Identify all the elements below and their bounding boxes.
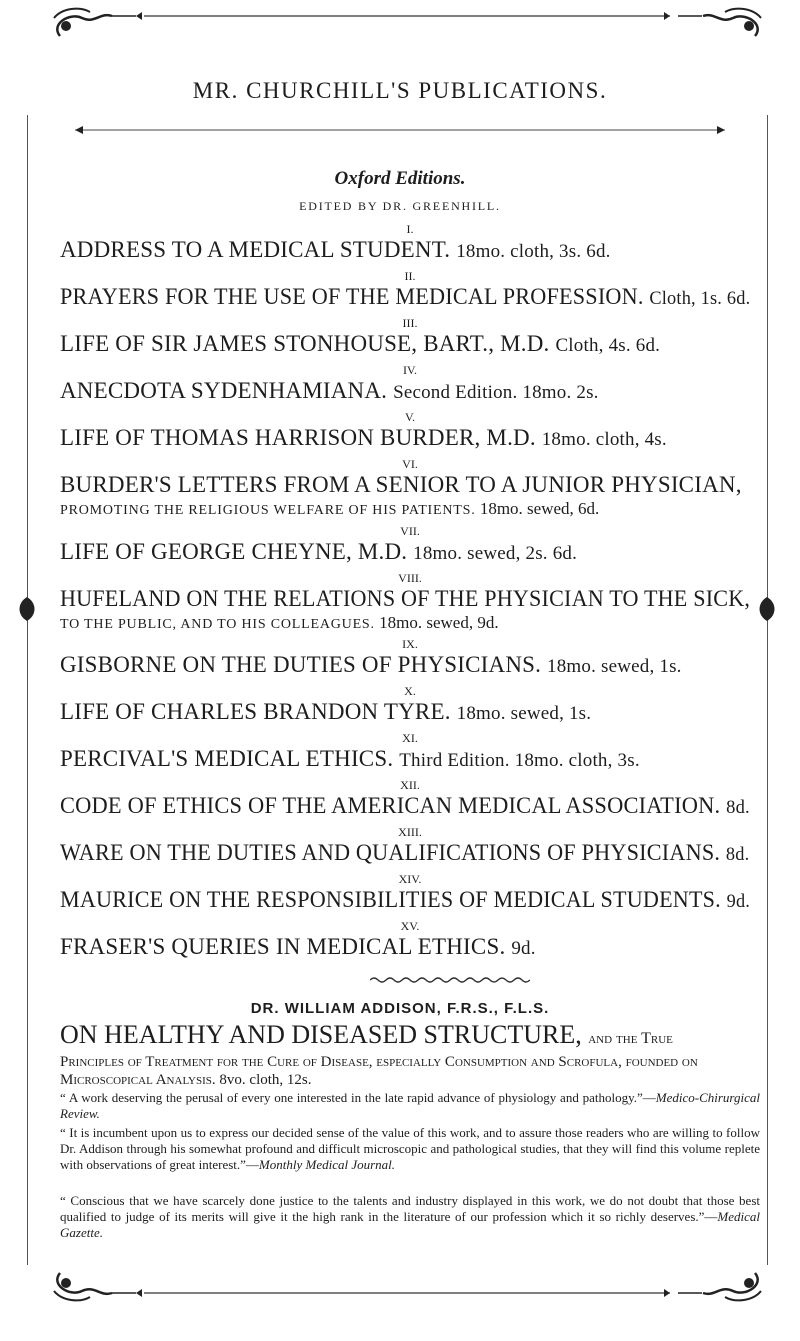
review-source: Medico-Chirurgical Review. [60,1090,760,1121]
entry-number: XI. [402,731,418,745]
entry-detail: Cloth, 4s. 6d. [555,335,661,356]
entry-title: FRASER'S QUERIES IN MEDICAL ETHICS. [60,934,506,959]
entry-number: II. [404,269,416,283]
entry-title: LIFE OF CHARLES BRANDON TYRE. [60,699,451,724]
entry-number: III. [402,316,418,330]
entry-11 [60,731,760,775]
review-quote: “ A work deserving the perusal of every one interested in the late rapid advance of physiology and pathology.”— [60,1090,656,1105]
entry-number: VIII. [398,571,422,585]
addison-subtitle-block [60,1053,760,1089]
entry-title: LIFE OF GEORGE CHEYNE, M.D. [60,539,408,564]
entry-detail: 18mo. cloth, 3s. 6d. [456,241,611,262]
entry-title: ANECDOTA SYDENHAMIANA. [60,378,388,403]
review-2 [60,1125,760,1173]
right-border-rule [767,115,768,1265]
entry-detail: 9d. [511,938,536,959]
left-border-rule [27,115,28,1265]
entry-12 [60,778,760,822]
entry-2 [60,269,760,313]
entry-subtitle: TO THE PUBLIC, AND TO HIS COLLEAGUES. [60,617,375,632]
entry-detail: Third Edition. 18mo. cloth, 3s. [399,750,640,771]
entry-number: V. [404,410,416,424]
review-source: Medical Gazette. [60,1209,760,1240]
entry-number: I. [406,222,414,236]
addison-title-main: ON HEALTHY AND DISEASED STRUCTURE, [60,1020,582,1049]
entry-detail: 8d. [726,797,750,818]
entry-4 [60,363,760,407]
entry-detail: 18mo. sewed, 2s. 6d. [413,543,578,564]
entry-number: VII. [400,524,420,538]
entry-number: XII. [400,778,420,792]
entry-title: ADDRESS TO A MEDICAL STUDENT. [60,237,451,262]
entry-5 [60,410,760,454]
top-ornament-border [40,4,775,44]
entry-number: XV. [400,919,420,933]
entry-number: VI. [402,457,418,471]
entry-13 [60,825,760,869]
review-quote: “ It is incumbent upon us to express our decided sense of the value of this work, and to assure those readers who are willing to follow Dr. Addison through his somewhat profound and difficult microscopic and pathological studies, that they will find this volume replete with observations of great interest.”— [60,1125,760,1172]
entry-6 [60,457,760,521]
entry-title: LIFE OF SIR JAMES STONHOUSE, BART., M.D. [60,331,550,356]
entry-7 [60,524,760,568]
entry-title: LIFE OF THOMAS HARRISON BURDER, M.D. [60,425,536,450]
review-source: Monthly Medical Journal. [258,1157,396,1172]
entry-title: BURDER'S LETTERS FROM A SENIOR TO A JUNIOR PHYSICIAN, [60,472,742,497]
entry-detail: 18mo. cloth, 4s. [541,429,667,450]
addison-title-tail: and the True [588,1030,673,1047]
entry-subtitle: PROMOTING THE RELIGIOUS WELFARE OF HIS PATIENTS. [60,503,476,518]
entry-title: CODE OF ETHICS OF THE AMERICAN MEDICAL ASSOCIATION. [60,793,721,818]
entry-detail: 18mo. sewed, 1s. [547,656,682,677]
addison-price: 8vo. cloth, 12s. [219,1072,312,1088]
entry-detail: 18mo. sewed, 9d. [379,613,499,632]
entry-number: IX. [402,637,418,651]
entry-detail: 8d. [725,844,750,865]
title-rule [55,124,745,136]
editor-line: EDITED BY DR. GREENHILL. [299,199,501,213]
review-quote: “ Conscious that we have scarcely done justice to the talents and industry displayed in this work, we do not doubt that those best qualified to judge of its merits will give it the high rank in the literature of our profession which it so richly deserves.”— [60,1193,760,1224]
entry-15 [60,919,760,963]
bottom-ornament-border [40,1265,775,1305]
entry-detail: Second Edition. 18mo. 2s. [393,382,599,403]
entry-14 [60,872,760,916]
review-1 [60,1090,760,1122]
entry-detail: Cloth, 1s. 6d. [649,288,751,309]
addison-subtitle: Principles of Treatment for the Cure of Disease, especially Consumption and Scrofula, founded on Microscopical Analysis. [60,1054,698,1088]
entry-3 [60,316,760,360]
entry-8 [60,571,760,635]
wavy-divider [370,976,530,984]
addison-title [60,1020,673,1050]
entry-title: GISBORNE ON THE DUTIES OF PHYSICIANS. [60,652,542,677]
entry-title: PERCIVAL'S MEDICAL ETHICS. [60,746,394,771]
addison-author: DR. WILLIAM ADDISON, F.R.S., F.L.S. [250,1000,550,1017]
entry-detail: 18mo. sewed, 6d. [479,499,600,518]
entry-detail: 18mo. sewed, 1s. [456,703,592,724]
entry-title: PRAYERS FOR THE USE OF THE MEDICAL PROFESSION. [60,284,644,309]
entry-title: WARE ON THE DUTIES AND QUALIFICATIONS OF PHYSICIANS. [60,840,721,865]
entry-9 [60,637,760,681]
entry-number: X. [404,684,416,698]
entry-10 [60,684,760,728]
entry-number: XIII. [398,825,422,839]
review-3 [60,1193,760,1241]
left-side-ornament [15,595,39,623]
entry-number: XIV. [398,872,422,886]
entry-number: IV. [402,363,418,377]
entry-1 [60,222,760,266]
entry-title: MAURICE ON THE RESPONSIBILITIES OF MEDICAL STUDENTS. [60,887,721,912]
entry-detail: 9d. [726,891,751,912]
entry-title: HUFELAND ON THE RELATIONS OF THE PHYSICIAN TO THE SICK, [60,586,751,611]
page-title: MR. CHURCHILL'S PUBLICATIONS. [192,78,608,103]
series-heading: Oxford Editions. [334,168,466,189]
